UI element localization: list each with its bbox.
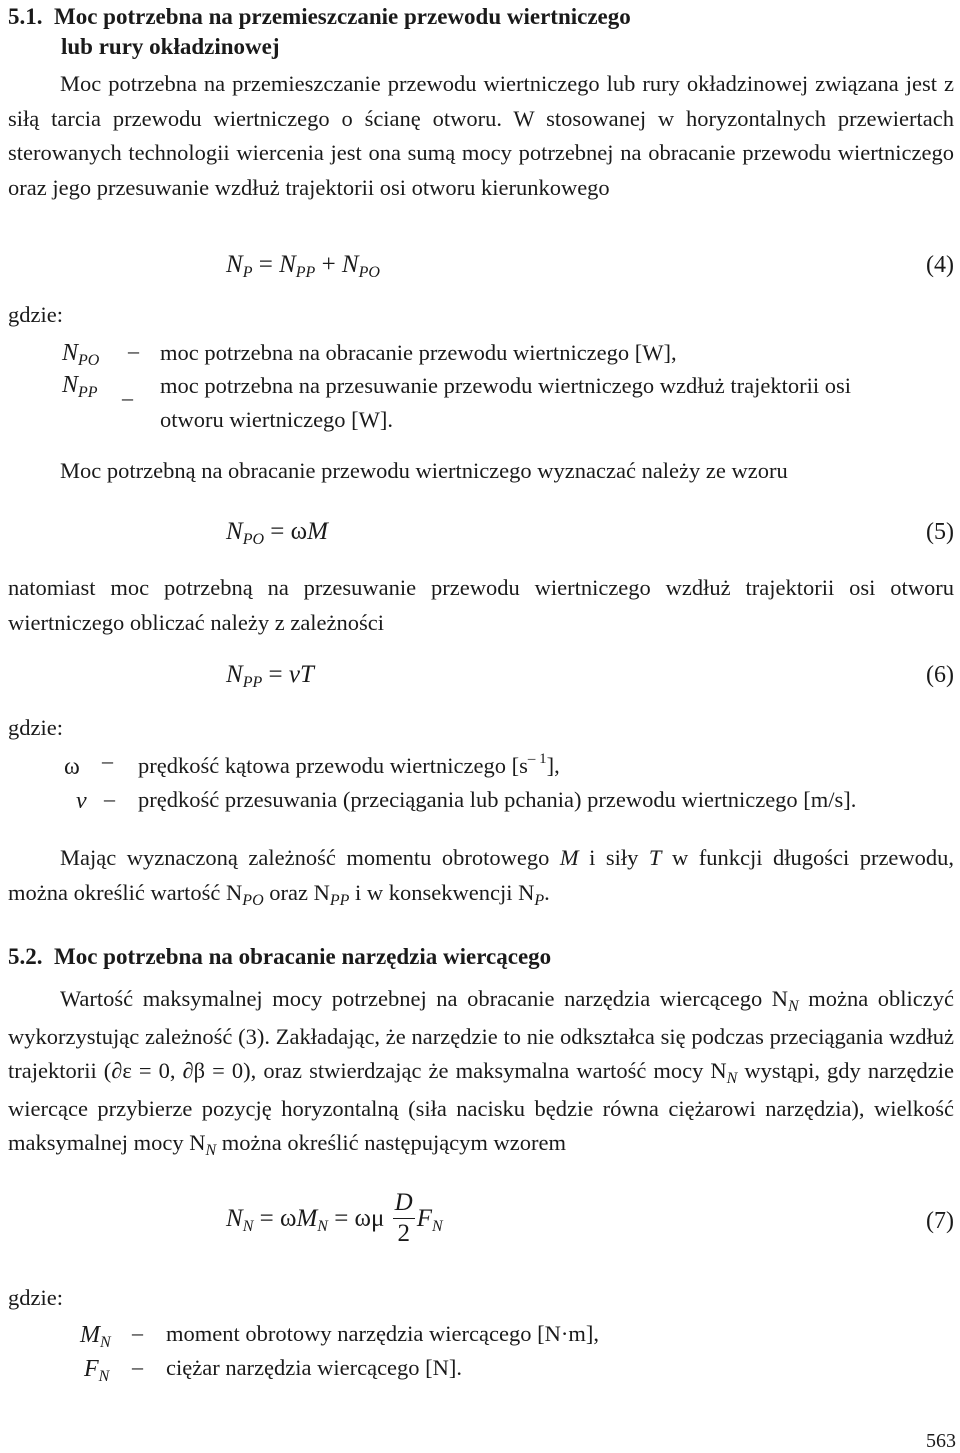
eq4-symbol-n2: N	[279, 251, 296, 278]
s2-part-a: Wartość maksymalnej mocy potrzebnej na obracanie narzędzia wiercącego	[60, 986, 763, 1011]
def-omega-exponent: – 1	[527, 751, 547, 767]
eq7-equals-1: =	[259, 1205, 274, 1233]
def-v-letter: v	[76, 788, 87, 814]
eq7-m: M	[296, 1205, 318, 1233]
s2-part-d: β = 0), oraz stwierdzając że maksymalna wartość mocy	[193, 1058, 704, 1083]
where-label-1: gdzie:	[8, 302, 63, 327]
eq7-fraction	[393, 1188, 415, 1249]
section-heading-5-1	[8, 2, 631, 62]
s2-nn1-sub: N	[788, 998, 799, 1015]
equation-4-number: (4)	[926, 252, 954, 278]
eq6-symbol-n: N	[226, 661, 243, 688]
eq4-sub-p: P	[242, 264, 253, 281]
eq7-n-sub: N	[242, 1218, 254, 1236]
para4-period: .	[544, 879, 550, 905]
section2-paragraph	[8, 982, 954, 1164]
eq5-equals: =	[270, 518, 285, 545]
equation-4	[226, 250, 380, 280]
def-text-npp-line1: moc potrzebna na przesuwanie przewodu wiertniczego wzdłuż trajektorii osi	[160, 373, 851, 398]
def-npp-sub: PP	[78, 384, 98, 401]
para4-symbol-np	[518, 879, 545, 909]
s2-nn2-n: N	[710, 1058, 727, 1083]
eq7-f: F	[416, 1205, 433, 1233]
para4-npo-sub: PO	[242, 891, 264, 909]
eq7-denominator: 2	[397, 1220, 410, 1247]
eq4-equals: =	[258, 251, 273, 278]
eq7-f-sub: N	[432, 1218, 443, 1236]
para4-symbol-t: T	[648, 845, 662, 870]
s2-nn3-sub: N	[205, 1142, 217, 1159]
paragraph-3: natomiast moc potrzebną na przesuwanie przewodu wiertniczego wzdłuż trajektorii osi otworu wiertniczego obliczać należy z zależności	[8, 575, 954, 635]
def-text-npp-line2: otworu wiertniczego [W].	[160, 407, 394, 432]
def-dash-mn: –	[132, 1320, 143, 1345]
para4-symbol-npp	[313, 879, 350, 909]
equation-5-number: (5)	[926, 519, 954, 545]
eq5-sub-po: PO	[242, 531, 265, 548]
eq6-t: T	[299, 661, 314, 688]
eq5-m: M	[307, 518, 328, 545]
def-text-npo: moc potrzebna na obracanie przewodu wiertniczego [W],	[160, 340, 677, 365]
para4-symbol-m: M	[559, 845, 579, 870]
para4-part-e: i w konsekwencji	[355, 879, 513, 905]
equation-7-number: (7)	[926, 1208, 954, 1234]
page-number: 563	[926, 1430, 956, 1452]
eq4-sub-po: PO	[358, 264, 380, 281]
para4-npp-n: N	[313, 879, 330, 905]
equation-6	[226, 660, 314, 690]
para4-part-a: Mając wyznaczoną zależność momentu obrotowego	[60, 845, 550, 870]
def-symbol-npo	[62, 338, 99, 368]
heading-line-1: 5.1. Moc potrzebna na przemieszczanie przewodu wiertniczego	[8, 4, 631, 29]
s2-nn2-sub: N	[726, 1070, 738, 1087]
s2-partial-1: ∂	[111, 1058, 123, 1083]
s2-nn3-n: N	[189, 1130, 206, 1155]
equation-5	[226, 517, 328, 547]
def-dash-omega: –	[102, 748, 113, 773]
para4-npo-n: N	[226, 879, 243, 905]
s2-symbol-nn-1	[771, 986, 799, 1015]
s2-part-f: można określić następującym wzorem	[221, 1130, 567, 1155]
def-text-v: prędkość przesuwania (przeciągania lub pchania) przewodu wiertniczego [m/s].	[138, 787, 857, 812]
def-npp-n: N	[62, 372, 79, 398]
paragraph-4	[8, 841, 954, 913]
eq6-v: v	[288, 661, 300, 688]
heading-line-2: lub rury okładzinowej	[61, 34, 280, 59]
para4-part-c: w funkcji długości przewodu, można określić wartość	[8, 845, 955, 905]
def-npo-sub: PO	[78, 352, 100, 369]
eq7-equals-2: =	[334, 1205, 349, 1233]
eq7-omega: ω	[279, 1205, 297, 1233]
def-mn-sub: N	[100, 1334, 111, 1351]
def-dash-fn: –	[132, 1354, 143, 1379]
eq6-equals: =	[268, 661, 283, 688]
s2-partial-2: ∂	[182, 1058, 194, 1083]
s2-symbol-nn-3	[189, 1130, 217, 1159]
para4-symbol-npo	[226, 879, 264, 909]
def-text-omega	[138, 749, 560, 783]
eq4-symbol-n: N	[226, 251, 243, 278]
equation-6-number: (6)	[926, 662, 954, 688]
eq4-sub-pp: PP	[295, 264, 316, 281]
def-mn-m: M	[80, 1322, 100, 1348]
def-symbol-npp	[62, 370, 98, 400]
para4-npp-sub: PP	[329, 891, 350, 909]
def-fn-f: F	[84, 1356, 99, 1382]
def-omega-close: ],	[546, 753, 560, 778]
eq4-plus: +	[321, 251, 336, 278]
def-symbol-fn	[84, 1354, 109, 1384]
def-dash-npo: –	[128, 338, 139, 363]
s2-symbol-nn-2	[710, 1058, 738, 1087]
intro-paragraph: Moc potrzebna na przemieszczanie przewodu wiertniczego lub rury okładzinowej związana jest z siłą tarcia przewodu wiertniczego o ścianę otworu. W stosowanej w horyzontalnych przewiertach sterowanych technologii wiercenia jest ona sumą mocy potrzebnej na obracanie przewodu wiertniczego oraz jego przesuwanie wzdłuż trajektorii osi otworu kierunkowego	[8, 71, 954, 200]
eq7-omega-2: ω	[354, 1205, 372, 1233]
eq7-mu: μ	[371, 1205, 385, 1233]
eq6-sub-pp: PP	[242, 674, 263, 691]
paragraph-2: Moc potrzebną na obracanie przewodu wiertniczego wyznaczać należy ze wzoru	[60, 458, 788, 483]
def-fn-sub: N	[98, 1368, 110, 1385]
eq5-omega: ω	[290, 518, 308, 545]
def-dash-npp: –	[122, 385, 133, 410]
def-symbol-omega: ω	[64, 754, 80, 780]
eq5-symbol-n: N	[226, 518, 243, 545]
def-text-fn: ciężar narzędzia wiercącego [N].	[166, 1355, 463, 1380]
where-label-2: gdzie:	[8, 715, 63, 740]
equation-7	[226, 1190, 443, 1251]
eq7-numerator: D	[393, 1188, 415, 1219]
section-heading-5-2: 5.2. Moc potrzebna na obracanie narzędzia wiercącego	[8, 944, 552, 969]
para4-np-sub: P	[534, 891, 545, 909]
def-npo-n: N	[62, 340, 79, 366]
para4-part-d: oraz	[269, 879, 308, 905]
s2-part-e: wystąpi, gdy narzędzie wiercące przybierze pozycję horyzontalną (siła nacisku będzie równa ciężarowi narzędzia), wielkość maksymalnej mocy	[8, 1058, 955, 1155]
def-omega-text: prędkość kątowa przewodu wiertniczego [s	[138, 753, 528, 778]
para4-np-n: N	[518, 879, 535, 905]
eq4-symbol-n3: N	[341, 251, 359, 278]
def-dash-v: –	[104, 786, 115, 811]
s2-part-c: ε = 0,	[122, 1058, 176, 1083]
para4-part-b: i siły	[589, 845, 639, 870]
eq7-n: N	[226, 1205, 243, 1233]
def-symbol-mn	[80, 1320, 111, 1350]
s2-part-b: można obliczyć wykorzystując zależność (3). Zakładając, że narzędzie to nie odkształca się podczas przeciągania wzdłuż trajektorii (	[8, 986, 955, 1083]
eq7-m-sub: N	[317, 1218, 328, 1236]
def-text-mn: moment obrotowy narzędzia wiercącego [N·m],	[166, 1321, 599, 1346]
s2-nn1-n: N	[771, 986, 789, 1011]
where-label-3: gdzie:	[8, 1285, 63, 1310]
def-symbol-v	[76, 786, 87, 816]
